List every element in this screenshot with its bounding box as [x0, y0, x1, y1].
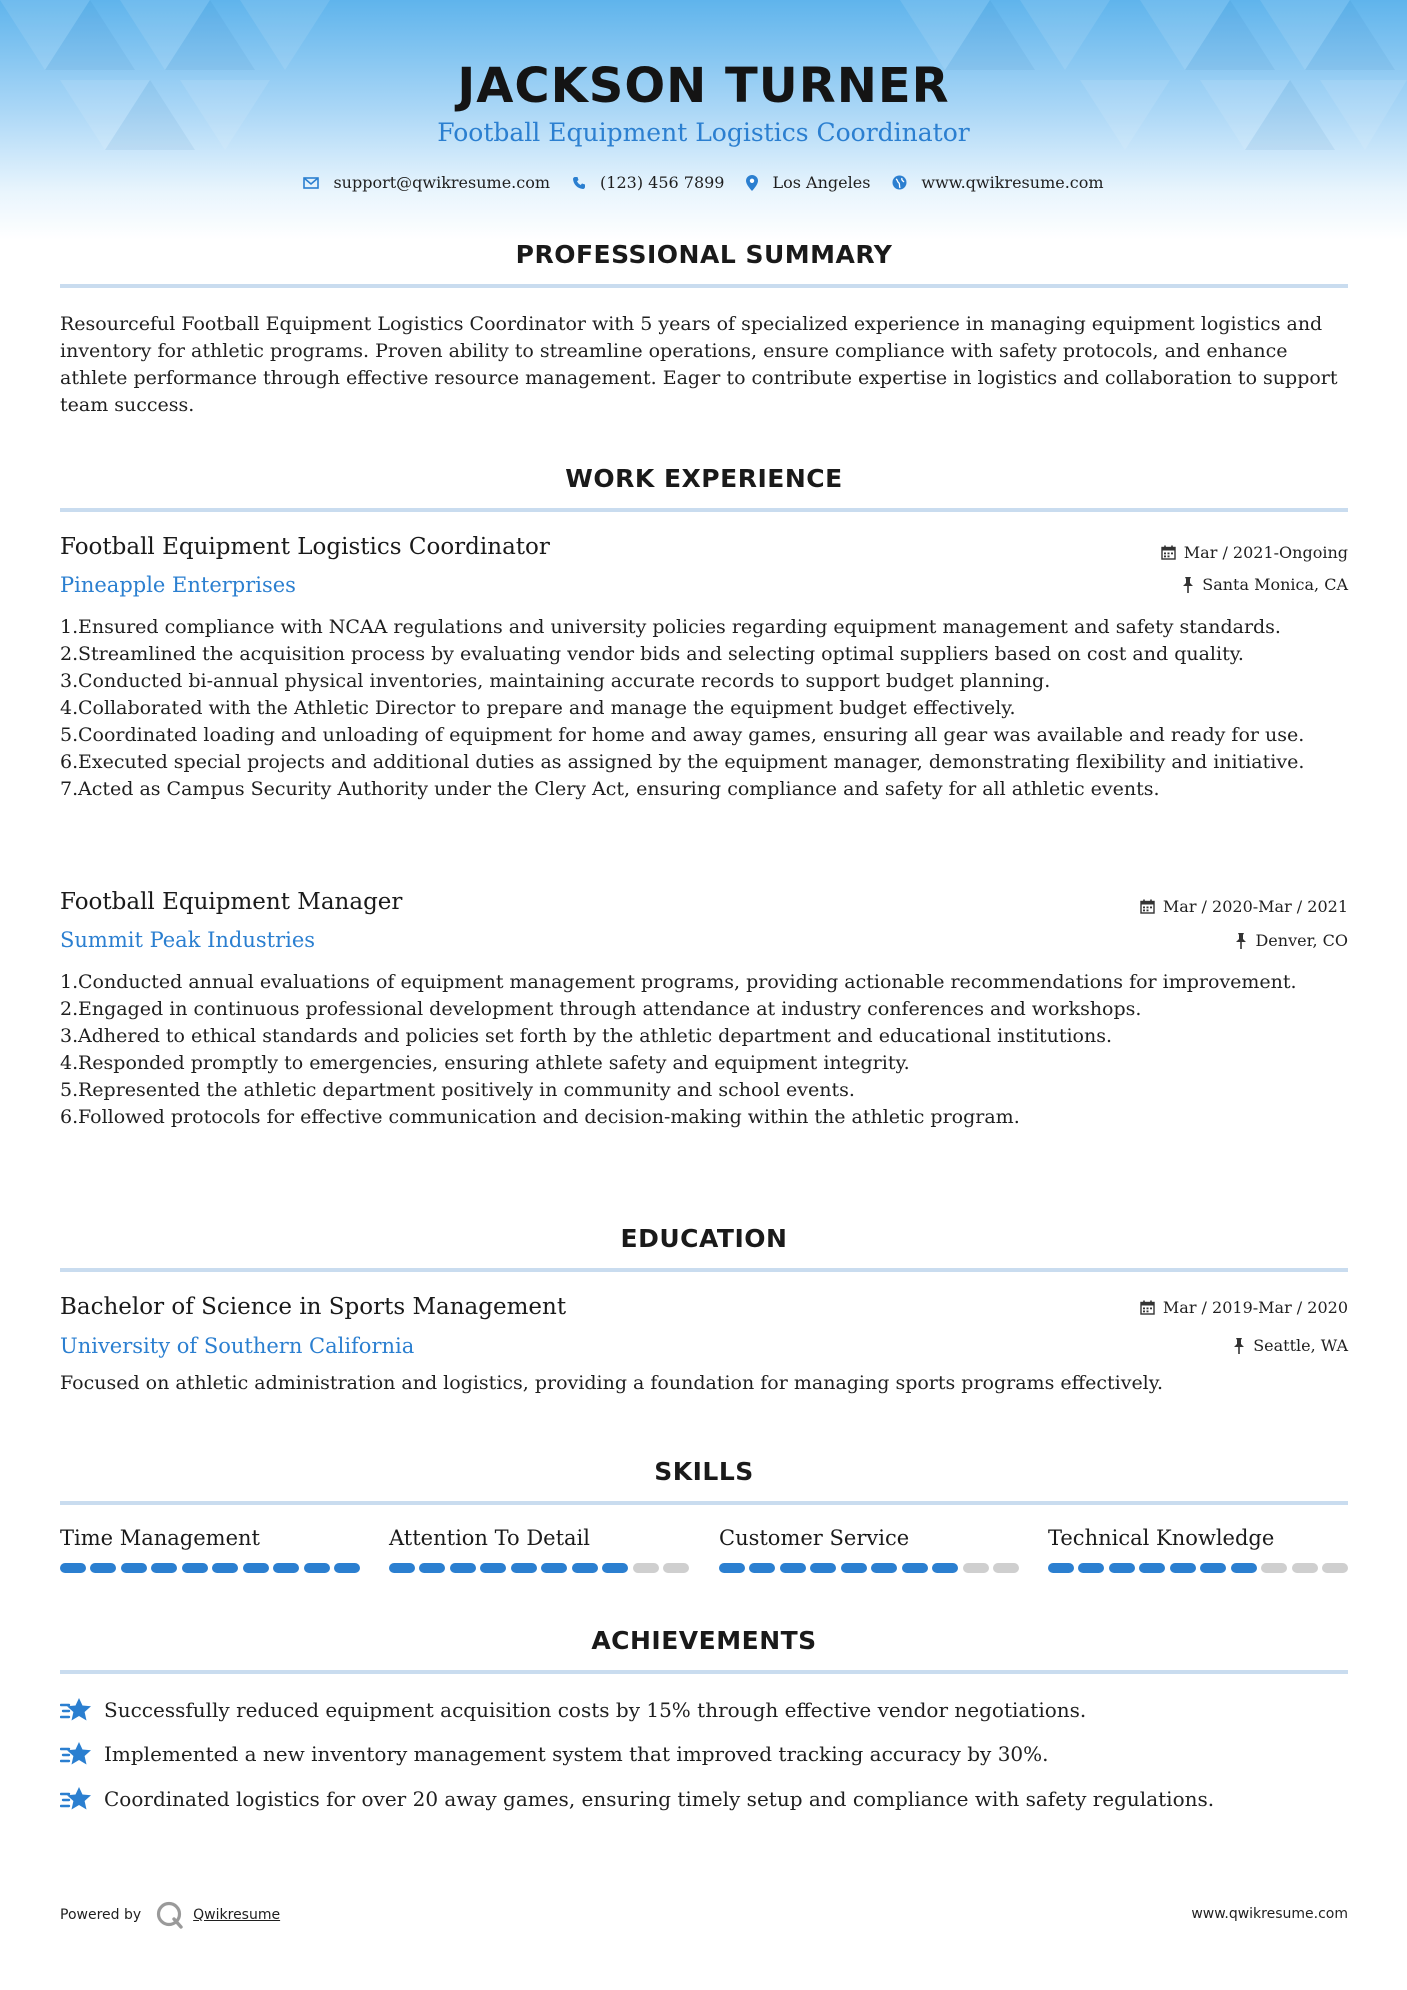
skill-segment-filled: [480, 1563, 506, 1573]
achievement-item: [60, 1697, 1086, 1723]
pushpin-icon: [1182, 577, 1194, 593]
list-item: 1. Ensured compliance with NCAA regulations and university policies regarding equipment management and safety standards.: [60, 616, 1281, 638]
list-item: 4. Responded promptly to emergencies, ensuring athlete safety and equipment integrity.: [60, 1052, 910, 1074]
skill-segment-filled: [1048, 1563, 1074, 1573]
list-item: 2. Engaged in continuous professional development through attendance at industry conferences and workshops.: [60, 998, 1142, 1020]
list-item: 3. Conducted bi-annual physical inventories, maintaining accurate records to support budget planning.: [60, 670, 1051, 692]
skill-meter: [719, 1563, 1019, 1573]
skill-segment-filled: [121, 1563, 147, 1573]
list-item: 4. Collaborated with the Athletic Director to prepare and manage the equipment budget effectively.: [60, 697, 1016, 719]
skill-segment-filled: [1170, 1563, 1196, 1573]
skills-heading: SKILLS: [654, 1457, 754, 1486]
achievement-text: Implemented a new inventory management system that improved tracking accuracy by 30%.: [104, 1742, 1049, 1766]
skill-segment-filled: [243, 1563, 269, 1573]
skill-segment-filled: [902, 1563, 928, 1573]
contact-location-text: Los Angeles: [772, 173, 871, 192]
skill-segment-filled: [304, 1563, 330, 1573]
brand-link[interactable]: Qwikresume: [193, 1907, 281, 1923]
skill-segment-filled: [389, 1563, 415, 1573]
achievement-text: Successfully reduced equipment acquisition costs by 15% through effective vendor negotiations.: [104, 1698, 1087, 1722]
list-item: 3. Adhered to ethical standards and policies set forth by the athletic department and educational institutions.: [60, 1025, 1112, 1047]
phone-icon: [572, 176, 586, 190]
contact-bar: [0, 173, 1407, 192]
achievement-item: [60, 1741, 1049, 1767]
skill-segment-filled: [932, 1563, 958, 1573]
degree-title: Bachelor of Science in Sports Management: [60, 1294, 567, 1320]
education-description: Focused on athletic administration and logistics, providing a foundation for managing sports programs effectively.: [60, 1372, 1164, 1394]
skill-segment-empty: [663, 1563, 689, 1573]
achievements-divider: [60, 1670, 1348, 1674]
contact-email-text: support@qwikresume.com: [333, 173, 551, 192]
skill-name: Attention To Detail: [389, 1526, 590, 1550]
map-pin-icon: [746, 175, 758, 191]
calendar-icon: [1140, 1300, 1155, 1315]
summary-heading: PROFESSIONAL SUMMARY: [515, 240, 893, 269]
job-title: Football Equipment Manager: [60, 889, 403, 915]
job-location-text: Santa Monica, CA: [1202, 575, 1348, 594]
contact-phone-text: (123) 456 7899: [600, 173, 725, 192]
skill-segment-filled: [151, 1563, 177, 1573]
list-item: 2. Streamlined the acquisition process by evaluating vendor bids and selecting optimal suppliers based on cost and quality.: [60, 643, 1244, 665]
skills-divider: [60, 1501, 1348, 1505]
skill-name: Time Management: [60, 1526, 260, 1550]
skill-segment-filled: [273, 1563, 299, 1573]
envelope-icon: [303, 177, 319, 189]
skill-segment-filled: [60, 1563, 86, 1573]
skill-segment-filled: [419, 1563, 445, 1573]
summary-text: Resourceful Football Equipment Logistics Coordinator with 5 years of specialized experience in managing equipment logistics and inventory for athletic programs. Proven ability to streamline operations, ensure compliance with safety protocols, and enhance athlete performance through effective resource management. Eager to contribute expertise in logistics and collaboration to support team success.: [60, 313, 1338, 416]
skill-segment-filled: [90, 1563, 116, 1573]
calendar-icon: [1161, 545, 1176, 560]
skill-segment-empty: [1322, 1563, 1348, 1573]
skill-segment-filled: [1231, 1563, 1257, 1573]
skill-segment-filled: [1200, 1563, 1226, 1573]
skill-meter: [1048, 1563, 1348, 1573]
pushpin-icon: [1235, 933, 1247, 949]
job-location: [1235, 931, 1348, 950]
skill-segment-filled: [511, 1563, 537, 1573]
experience-heading: WORK EXPERIENCE: [565, 464, 843, 493]
company-name: Summit Peak Industries: [60, 928, 316, 952]
job-dates: [1161, 543, 1348, 562]
list-item: 5. Coordinated loading and unloading of equipment for home and away games, ensuring all gear was available and ready for use.: [60, 724, 1305, 746]
job-location-text: Denver, CO: [1255, 931, 1348, 950]
list-item: 6. Followed protocols for effective communication and decision-making within the athletic program.: [60, 1106, 1020, 1128]
achievement-text: Coordinated logistics for over 20 away games, ensuring timely setup and compliance with safety regulations.: [104, 1787, 1215, 1811]
qwikresume-logo-icon: [155, 1900, 185, 1930]
list-item: 1. Conducted annual evaluations of equipment management programs, providing actionable recommendations for improvement.: [60, 971, 1297, 993]
skill-segment-empty: [1292, 1563, 1318, 1573]
skill-segment-filled: [749, 1563, 775, 1573]
contact-email[interactable]: [303, 173, 550, 192]
skill-segment-filled: [1109, 1563, 1135, 1573]
skill-segment-empty: [633, 1563, 659, 1573]
skill-segment-filled: [719, 1563, 745, 1573]
achievements-heading: ACHIEVEMENTS: [591, 1626, 817, 1655]
company-name: Pineapple Enterprises: [60, 573, 296, 597]
skill-segment-filled: [780, 1563, 806, 1573]
skill-segment-empty: [993, 1563, 1019, 1573]
skill-segment-filled: [1078, 1563, 1104, 1573]
skill-segment-filled: [541, 1563, 567, 1573]
summary-divider: [60, 284, 1348, 288]
job-bullets: [60, 969, 1350, 1131]
skill-segment-empty: [963, 1563, 989, 1573]
star-badge-icon: [60, 1697, 92, 1723]
footer-url[interactable]: www.qwikresume.com: [1191, 1906, 1348, 1922]
skill-segment-empty: [1261, 1563, 1287, 1573]
education-dates-text: Mar / 2019-Mar / 2020: [1162, 1298, 1348, 1317]
powered-by-label: Powered by: [60, 1907, 142, 1923]
job-dates: [1140, 897, 1348, 916]
contact-location: [746, 173, 870, 192]
list-item: 7. Acted as Campus Security Authority under the Clery Act, ensuring compliance and safety for all athletic events.: [60, 778, 1160, 800]
job-dates-text: Mar / 2020-Mar / 2021: [1162, 897, 1348, 916]
education-heading: EDUCATION: [620, 1224, 788, 1253]
contact-website[interactable]: [892, 173, 1103, 192]
skill-segment-filled: [810, 1563, 836, 1573]
skill-meter: [389, 1563, 689, 1573]
skill-segment-filled: [1139, 1563, 1165, 1573]
list-item: 5. Represented the athletic department positively in community and school events.: [60, 1079, 855, 1101]
experience-divider: [60, 508, 1348, 512]
skill-segment-filled: [572, 1563, 598, 1573]
star-badge-icon: [60, 1786, 92, 1812]
skill-segment-filled: [450, 1563, 476, 1573]
skill-segment-filled: [871, 1563, 897, 1573]
skill-name: Customer Service: [719, 1526, 910, 1550]
list-item: 6. Executed special projects and additional duties as assigned by the equipment manager, demonstrating flexibility and initiative.: [60, 751, 1305, 773]
contact-phone[interactable]: [572, 173, 724, 192]
education-location-text: Seattle, WA: [1253, 1336, 1348, 1355]
achievement-item: [60, 1786, 1214, 1812]
skill-segment-filled: [212, 1563, 238, 1573]
job-dates-text: Mar / 2021-Ongoing: [1183, 543, 1348, 562]
education-dates: [1140, 1298, 1348, 1317]
candidate-name: JACKSON TURNER: [457, 58, 950, 114]
pushpin-icon: [1233, 1338, 1245, 1354]
education-location: [1233, 1336, 1348, 1355]
skill-segment-filled: [334, 1563, 360, 1573]
job-bullets: [60, 614, 1350, 803]
candidate-title: Football Equipment Logistics Coordinator: [437, 118, 970, 147]
skill-segment-filled: [182, 1563, 208, 1573]
globe-icon: [892, 175, 907, 190]
school-name: University of Southern California: [60, 1334, 415, 1358]
skill-segment-filled: [841, 1563, 867, 1573]
contact-website-text: www.qwikresume.com: [921, 173, 1104, 192]
job-title: Football Equipment Logistics Coordinator: [60, 534, 550, 560]
calendar-icon: [1140, 899, 1155, 914]
footer-powered-by: [60, 1900, 280, 1930]
education-divider: [60, 1268, 1348, 1272]
skill-segment-filled: [602, 1563, 628, 1573]
star-badge-icon: [60, 1741, 92, 1767]
skill-meter: [60, 1563, 360, 1573]
skill-name: Technical Knowledge: [1048, 1526, 1275, 1550]
job-location: [1182, 575, 1348, 594]
